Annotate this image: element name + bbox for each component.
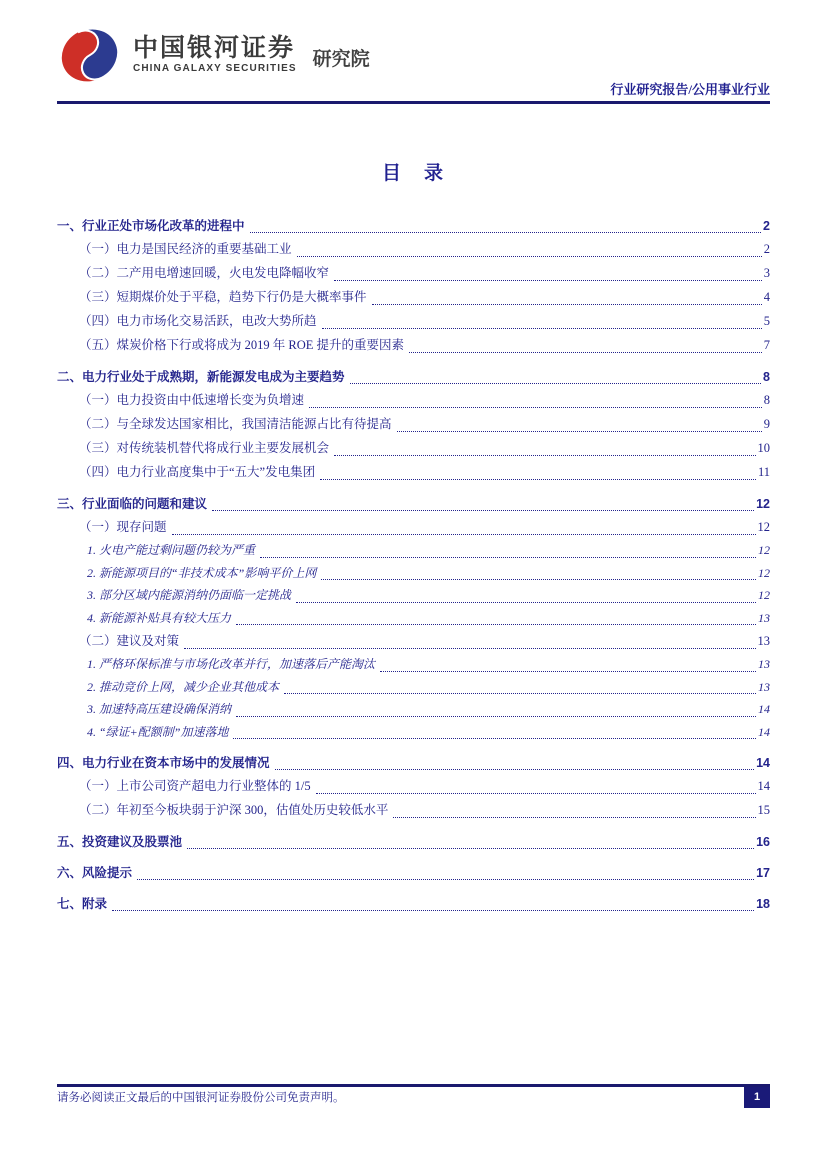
toc-entry[interactable] [57, 894, 770, 915]
dot-leader [137, 879, 754, 880]
dot-leader [297, 256, 762, 257]
toc-entry[interactable] [57, 753, 770, 774]
toc-entry-label: 五、投资建议及股票池 [57, 835, 183, 849]
dot-leader [380, 671, 756, 672]
toc-entry-label: （一）电力是国民经济的重要基础工业 [79, 242, 292, 256]
header-rule [57, 101, 770, 104]
toc-entry[interactable] [57, 721, 770, 744]
toc-entry[interactable] [57, 562, 770, 585]
toc-entry[interactable] [57, 412, 770, 436]
toc-entry-label: 四、电力行业在资本市场中的发展情况 [57, 756, 270, 770]
toc-entry[interactable] [57, 285, 770, 309]
toc-entry[interactable] [57, 494, 770, 515]
dot-leader [320, 479, 756, 480]
toc-entry-label: 4. “绿证+配额制”加速落地 [87, 724, 229, 739]
page-header [57, 26, 770, 104]
dot-leader [393, 817, 755, 818]
dot-leader [212, 510, 754, 511]
galaxy-logo-icon [57, 26, 123, 84]
toc-entry-page-number: 13 [758, 657, 770, 671]
dot-leader [233, 738, 756, 739]
toc-entry-page-number: 13 [757, 634, 770, 648]
toc-entry-label: （一）电力投资由中低速增长变为负增速 [79, 393, 305, 407]
dot-leader [409, 352, 762, 353]
dot-leader [296, 602, 756, 603]
toc-entry-page-number: 8 [763, 370, 770, 384]
toc-entry-label: 3. 部分区域内能源消纳仍面临一定挑战 [87, 588, 292, 602]
toc-entry-page-number: 12 [758, 543, 770, 557]
toc-entry-label: （四）电力市场化交易活跃，电改大势所趋 [79, 314, 317, 328]
brand-name-en: CHINA GALAXY SECURITIES [133, 63, 297, 74]
toc-entry[interactable] [57, 539, 770, 562]
brand [57, 26, 770, 84]
toc-entry-label: （二）与全球发达国家相比，我国清洁能源占比有待提高 [79, 417, 392, 431]
dot-leader [250, 232, 762, 233]
toc-entry-page-number: 15 [757, 803, 770, 817]
page-number-badge: 1 [744, 1087, 770, 1108]
dot-leader [350, 383, 762, 384]
toc-entry-label: （三）短期煤价处于平稳，趋势下行仍是大概率事件 [79, 290, 367, 304]
toc-entry[interactable] [57, 774, 770, 798]
toc-entry-page-number: 3 [763, 266, 770, 280]
toc-entry-label: （四）电力行业高度集中于“五大”发电集团 [79, 465, 316, 479]
toc-entry-page-number: 7 [763, 338, 770, 352]
toc-entry[interactable] [57, 216, 770, 237]
dot-leader [316, 793, 756, 794]
dot-leader [284, 693, 756, 694]
toc-entry-label: 2. 推动竞价上网，减少企业其他成本 [87, 679, 280, 694]
toc-entry[interactable] [57, 237, 770, 261]
brand-text [133, 26, 297, 75]
toc-entry[interactable] [57, 309, 770, 333]
toc-entry[interactable] [57, 367, 770, 388]
toc-entry-page-number: 13 [758, 610, 770, 625]
toc-entry-page-number: 9 [763, 417, 770, 431]
dot-leader [275, 769, 755, 770]
toc-entry-label: （二）二产用电增速回暖，火电发电降幅收窄 [79, 266, 330, 280]
toc-entry-page-number: 8 [763, 393, 770, 407]
report-type-label: 行业研究报告/公用事业行业 [610, 82, 770, 97]
dot-leader [172, 534, 756, 535]
dot-leader [397, 431, 762, 432]
dot-leader [334, 280, 762, 281]
dot-leader [236, 624, 756, 625]
toc-entry[interactable] [57, 607, 770, 630]
toc-entry-page-number: 14 [758, 702, 770, 716]
brand-suffix: 研究院 [312, 49, 370, 70]
toc-entry-page-number: 13 [758, 679, 770, 694]
toc-entry-label: 3. 加速特高压建设确保消纳 [87, 702, 232, 716]
toc-entry[interactable] [57, 584, 770, 607]
dot-leader [184, 648, 755, 649]
toc-entry[interactable] [57, 653, 770, 676]
toc-list [57, 206, 770, 915]
dot-leader [322, 328, 762, 329]
toc-entry-page-number: 12 [757, 520, 770, 534]
toc-entry-page-number: 14 [757, 779, 770, 793]
toc-entry-page-number: 12 [758, 588, 770, 602]
toc-entry-page-number: 16 [756, 835, 770, 849]
toc-entry-page-number: 14 [756, 756, 770, 770]
toc-title: 目 录 [381, 163, 445, 184]
toc-entry[interactable] [57, 515, 770, 539]
toc-entry[interactable] [57, 629, 770, 653]
dot-leader [321, 579, 756, 580]
toc-entry-page-number: 4 [763, 290, 770, 304]
toc-entry-label: 1. 严格环保标准与市场化改革并行，加速落后产能淘汰 [87, 657, 376, 671]
toc-entry[interactable] [57, 863, 770, 884]
footer-rule [57, 1084, 770, 1087]
toc-entry[interactable] [57, 333, 770, 357]
dot-leader [372, 304, 762, 305]
toc-entry-label: （五）煤炭价格下行或将成为 2019 年 ROE 提升的重要因素 [79, 338, 405, 352]
toc-entry[interactable] [57, 832, 770, 853]
toc-entry-page-number: 12 [756, 497, 770, 511]
brand-name-cn: 中国银河证券 [133, 34, 296, 62]
toc-entry-page-number: 17 [756, 866, 770, 880]
toc-entry[interactable] [57, 388, 770, 412]
toc-entry-label: 一、行业正处市场化改革的进程中 [57, 219, 245, 233]
toc-entry-label: 2. 新能源项目的“非技术成本”影响平价上网 [87, 565, 317, 580]
dot-leader [334, 455, 755, 456]
toc-entry-label: 二、电力行业处于成熟期，新能源发电成为主要趋势 [57, 370, 345, 384]
dot-leader [187, 848, 754, 849]
toc-entry[interactable] [57, 261, 770, 285]
toc-entry-page-number: 2 [763, 242, 770, 256]
dot-leader [112, 910, 754, 911]
toc-entry[interactable] [57, 460, 770, 484]
toc-entry-label: （一）上市公司资产超电力行业整体的 1/5 [79, 779, 311, 793]
toc-entry-page-number: 18 [756, 897, 770, 911]
toc-entry[interactable] [57, 698, 770, 721]
toc-entry-page-number: 11 [757, 465, 770, 479]
toc-entry[interactable] [57, 436, 770, 460]
toc-entry-label: （一）现存问题 [79, 520, 167, 534]
toc-entry-page-number: 12 [758, 565, 770, 580]
toc-entry[interactable] [57, 676, 770, 699]
toc-entry-label: 1. 火电产能过剩问题仍较为严重 [87, 543, 256, 557]
toc-entry-page-number: 10 [757, 441, 770, 455]
toc-entry-label: 六、风险提示 [57, 866, 133, 880]
toc-entry[interactable] [57, 798, 770, 822]
toc-entry-label: 4. 新能源补贴具有较大压力 [87, 610, 232, 625]
dot-leader [236, 716, 756, 717]
footer-disclaimer: 请务必阅读正文最后的中国银河证券股份公司免责声明。 [57, 1092, 345, 1104]
toc-entry-label: （二）年初至今板块弱于沪深 300，估值处历史较低水平 [79, 803, 389, 817]
toc-entry-page-number: 14 [758, 724, 770, 739]
toc-entry-label: 七、附录 [57, 897, 108, 911]
dot-leader [309, 407, 762, 408]
dot-leader [260, 557, 756, 558]
toc-entry-label: 三、行业面临的问题和建议 [57, 497, 208, 511]
toc-entry-label: （二）建议及对策 [79, 634, 180, 648]
toc-entry-page-number: 2 [763, 219, 770, 233]
toc-entry-page-number: 5 [763, 314, 770, 328]
toc-entry-label: （三）对传统装机替代将成行业主要发展机会 [79, 441, 330, 455]
